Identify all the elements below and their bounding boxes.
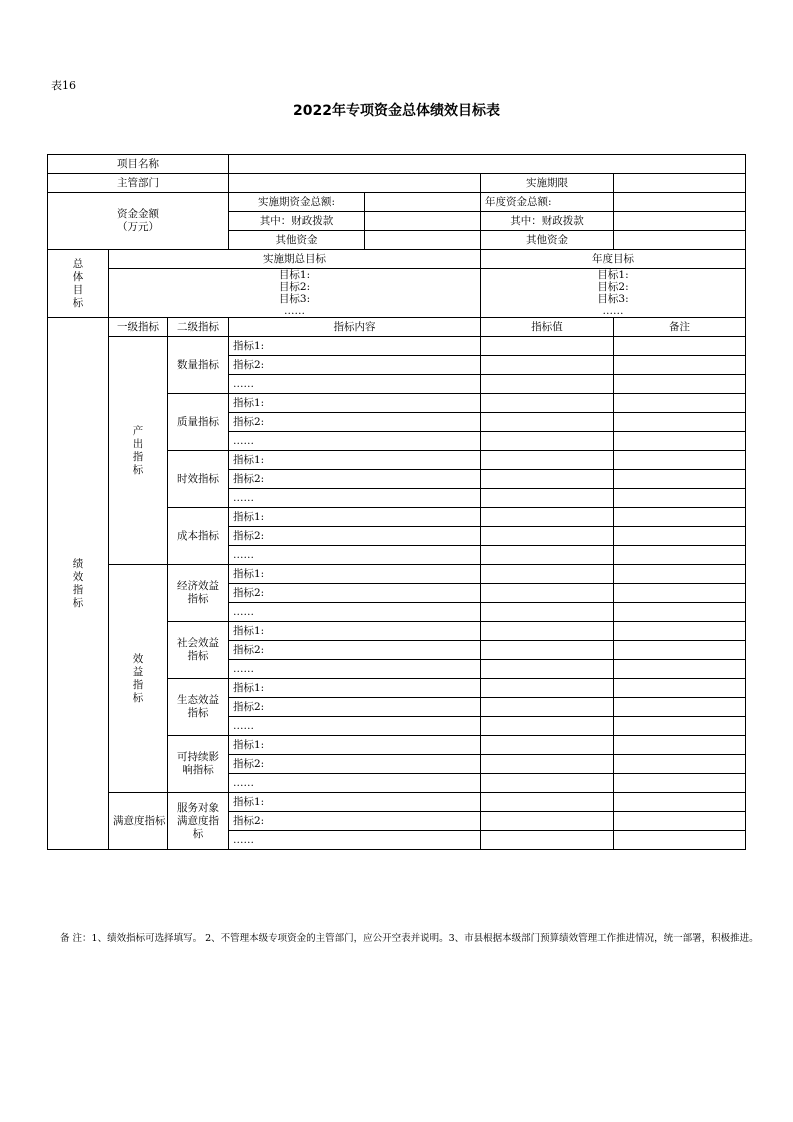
indicator-remark-cell[interactable] bbox=[614, 679, 746, 698]
level2-header: 二级指标 bbox=[168, 318, 229, 337]
period-goal-1: 目标1: bbox=[278, 269, 311, 281]
indicator-value-cell[interactable] bbox=[481, 603, 614, 622]
performance-goal-table bbox=[47, 154, 746, 850]
level2-indicator-label: 可持续影响指标 bbox=[168, 736, 229, 793]
indicator-row bbox=[48, 793, 746, 812]
level2-indicator-label: 时效指标 bbox=[168, 451, 229, 508]
level2-indicator-label: 生态效益指标 bbox=[168, 679, 229, 736]
indicator-content-cell[interactable]: 指标2: bbox=[229, 470, 481, 489]
indicator-value-cell[interactable] bbox=[481, 698, 614, 717]
indicator-content-cell[interactable]: 指标2: bbox=[229, 812, 481, 831]
indicator-remark-cell[interactable] bbox=[614, 451, 746, 470]
indicator-content-cell[interactable]: 指标1: bbox=[229, 337, 481, 356]
indicator-content-cell[interactable]: …… bbox=[229, 375, 481, 394]
annual-fiscal-allocation-label: 其中：财政拨款 bbox=[481, 212, 614, 231]
indicator-remark-cell[interactable] bbox=[614, 470, 746, 489]
fiscal-allocation-value[interactable] bbox=[365, 212, 481, 231]
indicator-content-cell[interactable]: 指标2: bbox=[229, 698, 481, 717]
indicator-content-cell[interactable]: …… bbox=[229, 717, 481, 736]
indicator-content-cell[interactable]: 指标1: bbox=[229, 736, 481, 755]
value-header: 指标值 bbox=[481, 318, 614, 337]
level2-indicator-label: 数量指标 bbox=[168, 337, 229, 394]
content-header: 指标内容 bbox=[229, 318, 481, 337]
annual-other-funds-label: 其他资金 bbox=[481, 231, 614, 250]
fund-amount-label bbox=[48, 193, 229, 250]
indicator-content-cell[interactable]: …… bbox=[229, 774, 481, 793]
indicator-content-cell[interactable]: …… bbox=[229, 489, 481, 508]
indicator-remark-cell[interactable] bbox=[614, 603, 746, 622]
annual-total-label: 年度资金总额: bbox=[481, 193, 614, 212]
indicator-remark-cell[interactable] bbox=[614, 717, 746, 736]
indicator-value-cell[interactable] bbox=[481, 432, 614, 451]
level2-indicator-label: 社会效益指标 bbox=[168, 622, 229, 679]
level2-indicator-label: 成本指标 bbox=[168, 508, 229, 565]
indicator-value-cell[interactable] bbox=[481, 774, 614, 793]
fiscal-allocation-label: 其中：财政拨款 bbox=[229, 212, 365, 231]
fund-amount-unit: （万元） bbox=[117, 221, 159, 233]
level2-indicator-label: 质量指标 bbox=[168, 394, 229, 451]
fund-amount-title: 资金金额 bbox=[117, 208, 159, 220]
indicator-remark-cell[interactable] bbox=[614, 774, 746, 793]
indicator-remark-cell[interactable] bbox=[614, 413, 746, 432]
footnote: 备 注：1、绩效指标可选择填写。 2、不管理本级专项资金的主管部门，应公开空表并说明。3、市县根据本级部门预算绩效管理工作推进情况，统一部署，积极推进。 bbox=[60, 933, 759, 944]
indicator-content-cell[interactable]: 指标2: bbox=[229, 755, 481, 774]
indicator-row bbox=[48, 565, 746, 584]
indicator-remark-cell[interactable] bbox=[614, 736, 746, 755]
indicator-remark-cell[interactable] bbox=[614, 641, 746, 660]
indicator-remark-cell[interactable] bbox=[614, 508, 746, 527]
indicator-remark-cell[interactable] bbox=[614, 337, 746, 356]
indicator-remark-cell[interactable] bbox=[614, 755, 746, 774]
page-title: 2022年专项资金总体绩效目标表 bbox=[293, 103, 500, 119]
project-name-label: 项目名称 bbox=[48, 155, 229, 174]
indicator-remark-cell[interactable] bbox=[614, 660, 746, 679]
annual-goal-more: …… bbox=[602, 305, 624, 317]
indicator-value-cell[interactable] bbox=[481, 679, 614, 698]
performance-indicator-label: 绩效指标 bbox=[48, 318, 109, 850]
indicator-value-cell[interactable] bbox=[481, 375, 614, 394]
indicator-value-cell[interactable] bbox=[481, 793, 614, 812]
indicator-value-cell[interactable] bbox=[481, 470, 614, 489]
indicator-value-cell[interactable] bbox=[481, 394, 614, 413]
output-indicator-label: 产出指标 bbox=[109, 337, 168, 565]
indicator-content-cell[interactable]: 指标1: bbox=[229, 793, 481, 812]
indicator-content-cell[interactable]: 指标2: bbox=[229, 527, 481, 546]
indicator-remark-cell[interactable] bbox=[614, 375, 746, 394]
period-label: 实施期限 bbox=[481, 174, 614, 193]
indicator-remark-cell[interactable] bbox=[614, 546, 746, 565]
indicator-remark-cell[interactable] bbox=[614, 622, 746, 641]
department-value[interactable] bbox=[229, 174, 481, 193]
indicator-content-cell[interactable]: 指标1: bbox=[229, 394, 481, 413]
remark-header: 备注 bbox=[614, 318, 746, 337]
period-goal-2: 目标2: bbox=[278, 281, 311, 293]
indicator-remark-cell[interactable] bbox=[614, 394, 746, 413]
indicator-remark-cell[interactable] bbox=[614, 831, 746, 850]
indicator-content-cell[interactable]: …… bbox=[229, 660, 481, 679]
page-number: 表16 bbox=[51, 79, 76, 92]
indicator-value-cell[interactable] bbox=[481, 565, 614, 584]
indicator-value-cell[interactable] bbox=[481, 736, 614, 755]
indicator-value-cell[interactable] bbox=[481, 451, 614, 470]
indicator-content-cell[interactable]: …… bbox=[229, 432, 481, 451]
indicator-value-cell[interactable] bbox=[481, 584, 614, 603]
indicator-content-cell[interactable]: 指标2: bbox=[229, 356, 481, 375]
other-funds-value[interactable] bbox=[365, 231, 481, 250]
annual-fiscal-allocation-value[interactable] bbox=[614, 212, 746, 231]
annual-goal-3: 目标3: bbox=[597, 293, 629, 305]
level1-header: 一级指标 bbox=[109, 318, 168, 337]
period-goal-3: 目标3: bbox=[278, 293, 311, 305]
indicator-remark-cell[interactable] bbox=[614, 793, 746, 812]
indicator-value-cell[interactable] bbox=[481, 717, 614, 736]
period-goal-content[interactable] bbox=[109, 269, 481, 318]
period-total-value[interactable] bbox=[365, 193, 481, 212]
indicator-value-cell[interactable] bbox=[481, 546, 614, 565]
indicator-content-cell[interactable]: 指标2: bbox=[229, 641, 481, 660]
indicator-value-cell[interactable] bbox=[481, 508, 614, 527]
project-name-value[interactable] bbox=[229, 155, 746, 174]
indicator-content-cell[interactable]: 指标2: bbox=[229, 413, 481, 432]
indicator-content-cell[interactable]: …… bbox=[229, 546, 481, 565]
indicator-remark-cell[interactable] bbox=[614, 565, 746, 584]
indicator-remark-cell[interactable] bbox=[614, 356, 746, 375]
annual-total-value[interactable] bbox=[614, 193, 746, 212]
indicator-content-cell[interactable]: 指标1: bbox=[229, 451, 481, 470]
indicator-value-cell[interactable] bbox=[481, 489, 614, 508]
satisfaction-indicator-label: 满意度指标 bbox=[109, 793, 168, 850]
indicator-remark-cell[interactable] bbox=[614, 584, 746, 603]
indicator-content-cell[interactable]: 指标1: bbox=[229, 508, 481, 527]
indicator-remark-cell[interactable] bbox=[614, 432, 746, 451]
annual-goal-content[interactable] bbox=[481, 269, 746, 318]
indicator-remark-cell[interactable] bbox=[614, 489, 746, 508]
other-funds-label: 其他资金 bbox=[229, 231, 365, 250]
indicator-content-cell[interactable]: 指标1: bbox=[229, 622, 481, 641]
annual-other-funds-value[interactable] bbox=[614, 231, 746, 250]
indicator-content-cell[interactable]: 指标1: bbox=[229, 679, 481, 698]
annual-goal-header: 年度目标 bbox=[481, 250, 746, 269]
annual-goal-2: 目标2: bbox=[597, 281, 629, 293]
indicator-value-cell[interactable] bbox=[481, 337, 614, 356]
indicator-remark-cell[interactable] bbox=[614, 812, 746, 831]
period-value[interactable] bbox=[614, 174, 746, 193]
indicator-content-cell[interactable]: 指标2: bbox=[229, 584, 481, 603]
indicator-content-cell[interactable]: …… bbox=[229, 831, 481, 850]
indicator-content-cell[interactable]: 指标1: bbox=[229, 565, 481, 584]
level2-indicator-label: 经济效益指标 bbox=[168, 565, 229, 622]
indicator-value-cell[interactable] bbox=[481, 755, 614, 774]
period-total-label: 实施期资金总额: bbox=[229, 193, 365, 212]
period-goal-more: …… bbox=[284, 305, 305, 317]
overall-goal-label: 总体目标 bbox=[48, 250, 109, 318]
period-goal-header: 实施期总目标 bbox=[109, 250, 481, 269]
indicator-value-cell[interactable] bbox=[481, 527, 614, 546]
indicator-value-cell[interactable] bbox=[481, 641, 614, 660]
indicator-value-cell[interactable] bbox=[481, 356, 614, 375]
indicator-value-cell[interactable] bbox=[481, 812, 614, 831]
department-label: 主管部门 bbox=[48, 174, 229, 193]
benefit-indicator-label: 效益指标 bbox=[109, 565, 168, 793]
indicator-value-cell[interactable] bbox=[481, 413, 614, 432]
indicator-content-cell[interactable]: …… bbox=[229, 603, 481, 622]
indicator-row bbox=[48, 337, 746, 356]
indicator-value-cell[interactable] bbox=[481, 831, 614, 850]
indicator-remark-cell[interactable] bbox=[614, 527, 746, 546]
indicator-value-cell[interactable] bbox=[481, 660, 614, 679]
level2-indicator-label: 服务对象满意度指标 bbox=[168, 793, 229, 850]
indicator-value-cell[interactable] bbox=[481, 622, 614, 641]
indicator-remark-cell[interactable] bbox=[614, 698, 746, 717]
annual-goal-1: 目标1: bbox=[597, 269, 629, 281]
